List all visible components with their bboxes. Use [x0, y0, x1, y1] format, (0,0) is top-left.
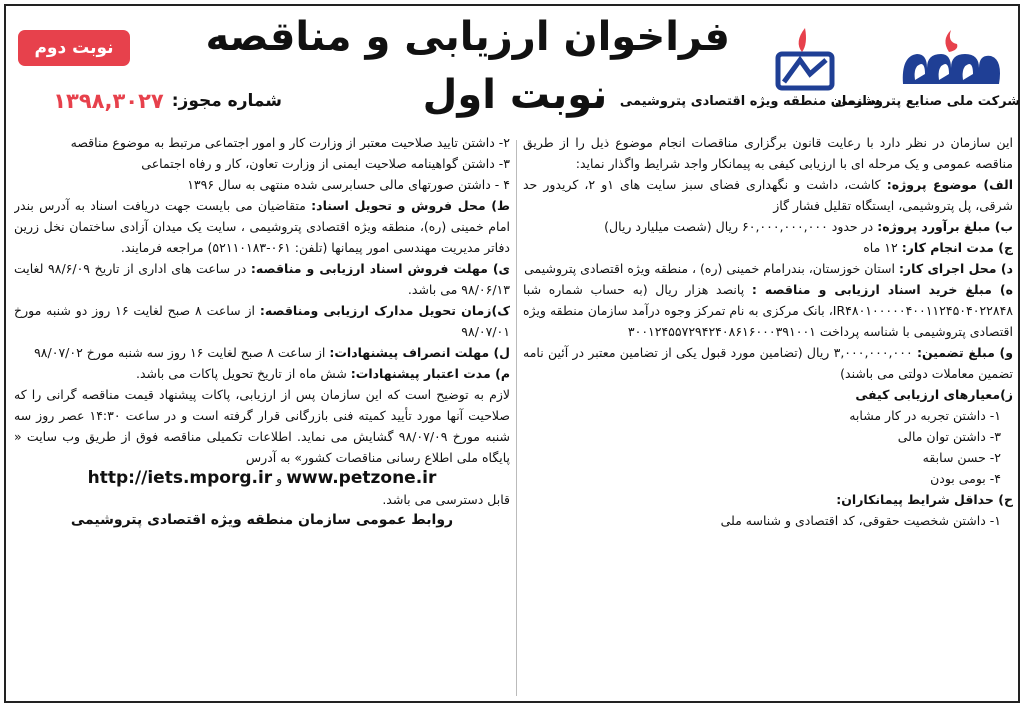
requirement-item: ۳- داشتن گواهینامه صلاحیت ایمنی از وزارت تعاون، کار و رفاه اجتماعی [141, 156, 510, 171]
criteria-item: ۱- داشتن تجربه در کار مشابه [849, 408, 1001, 423]
website-link-iets[interactable]: http://iets.mporg.ir [87, 468, 273, 488]
round-badge: نوبت دوم [18, 30, 130, 66]
subject-text: کاشت، داشت و نگهداری فضای سبز سایت های ۱و ۲، کریدور حد شرقی، پل پتروشیمی، ایستگاه تقلیل فشار گاز [523, 177, 1013, 213]
sale-place-label: ط) محل فروش و تحویل اسناد: [311, 198, 510, 213]
footer-public-relations: روابط عمومی سازمان منطقه ویژه اقتصادی پتروشیمی [70, 512, 454, 528]
criteria-item: ۲- حسن سابقه [922, 450, 1001, 465]
subject-label: الف) موضوع پروژه: [886, 177, 1013, 192]
estimate-text: در حدود ۶۰,۰۰۰,۰۰۰,۰۰۰ ریال (شصت میلیارد ریال) [604, 219, 874, 234]
right-column [523, 132, 1013, 700]
location-label: د) محل اجرای کار: [898, 261, 1013, 276]
validity-text: شش ماه از تاریخ تحویل پاکات می باشد. [135, 366, 347, 381]
permit-label: شماره مجوز: [171, 91, 282, 111]
access-text: قابل دسترسی می باشد. [382, 492, 510, 507]
page-subtitle: نوبت اول [422, 72, 608, 118]
intro-text: این سازمان در نظر دارد با رعایت قانون برگزاری مناقصات انجام موضوع ذیل را از طریق مناقصه عمومی و یک مرحله ای با ارزیابی کیفی به پیمانکار واجد شرایط واگذار نماید: [523, 135, 1013, 171]
nioc-logo-icon [895, 28, 1007, 92]
sale-place [14, 195, 510, 258]
nioc-logo-caption: شرکت ملی صنایع پتروشیمی [834, 94, 1020, 109]
duration-text: ۱۲ ماه [863, 240, 898, 255]
left-column [14, 132, 510, 700]
location-text: استان خوزستان، بندرامام خمینی (ره) ، منطقه ویژه اقتصادی پتروشیمی [524, 261, 895, 276]
withdraw-text: از ساعت ۸ صبح لغایت ۱۶ روز سه شنبه مورخ ۹۸/۰۷/۰۲ [34, 345, 326, 360]
url-joiner: و [272, 471, 287, 486]
criteria-item: ۳- داشتن توان مالی [897, 429, 1001, 444]
delivery-text: از ساعت ۸ صبح لغایت ۱۶ روز دو شنبه مورخ ۹۸/۰۷/۰۱ [14, 303, 510, 339]
sale-deadline [14, 258, 510, 300]
sale-deadline-text: در ساعت های اداری از تاریخ ۹۸/۶/۰۹ لغایت ۹۸/۰۶/۱۳ می باشد. [14, 261, 510, 297]
pez-logo-caption: سازمان منطقه ویژه اقتصادی پتروشیمی [619, 94, 880, 109]
criteria-heading: ز)معیارهای ارزیابی کیفی [855, 387, 1013, 402]
withdraw-label: ل) مهلت انصراف پیشنهادات: [329, 345, 510, 360]
duration-label: ج) مدت انجام کار: [901, 240, 1013, 255]
delivery-label: ک)زمان تحویل مدارک ارزیابی ومناقصه: [259, 303, 510, 318]
doc-price-label: ه) مبلغ خرید اسناد ارزیابی و مناقصه : [751, 282, 1013, 297]
guarantee-amount [523, 342, 1013, 384]
permit-number: ۱۳۹۸,۳۰۲۷ [53, 89, 164, 113]
withdraw-deadline [14, 342, 510, 363]
pez-logo-icon [770, 26, 840, 92]
requirement-item: ۱- داشتن شخصیت حقوقی، کد اقتصادی و شناسه ملی [720, 513, 1001, 528]
offer-validity [14, 363, 510, 384]
website-link-petzone[interactable]: www.petzone.ir [286, 468, 437, 488]
doc-price-text: پانصد هزار ریال (به حساب شماره شبا IR۴۸۰۱۰۰۰۰۰۴۰۰۱۱۲۴۵۰۴۰۲۲۸۴۸، بانک مرکزی به نام تمرکز وجوه درآمد سازمان منطقه ویژه اقتصادی پتروشیمی با شناسه پرداخت ۳۰۰۱۲۴۵۵۷۲۹۴۲۴۰۸۶۱۶۰۰۰۳۹۱۰۰۱ [523, 282, 1013, 339]
requirement-item: ۴ - داشتن صورتهای مالی حسابرسی شده منتهی به سال ۱۳۹۶ [187, 177, 510, 192]
column-divider [516, 140, 517, 696]
project-duration [523, 237, 1013, 258]
requirement-item: ۲- داشتن تایید صلاحیت معتبر از وزارت کار و امور اجتماعی مرتبط به موضوع مناقصه [70, 135, 510, 150]
project-subject [523, 174, 1013, 216]
document-price [523, 279, 1013, 342]
validity-label: م) مدت اعتبار پیشنهادات: [350, 366, 510, 381]
guarantee-text: ۳,۰۰۰,۰۰۰,۰۰۰ ریال (تضامین مورد قبول یکی از تضامین معتبر در آئین نامه تضمین معاملات دولتی می باشند) [523, 345, 1013, 381]
min-requirements-heading: ح) حداقل شرایط پیمانکاران: [836, 492, 1013, 507]
permit-number-block [22, 84, 282, 118]
project-estimate [523, 216, 1013, 237]
website-urls [14, 468, 510, 489]
delivery-time [14, 300, 510, 342]
estimate-label: ب) مبلغ برآورد پروژه: [877, 219, 1013, 234]
criteria-item: ۴- بومی بودن [930, 471, 1001, 486]
guarantee-label: و) مبلغ تضمین: [916, 345, 1013, 360]
project-location [523, 258, 1013, 279]
sale-deadline-label: ی) مهلت فروش اسناد ارزیابی و مناقصه: [250, 261, 510, 276]
note-paragraph: لازم به توضیح است که این سازمان پس از ارزیابی، پاکات پیشنهاد قیمت مناقصه گرانی را که صلاحیت آنها مورد تأیید کمیته فنی بازرگانی قرار گرفته است و در ساعت ۱۴:۳۰ عصر روز سه شنبه مورخ ۹۸/۰۷/۰۹ گشایش می نماید. اطلاعات تکمیلی مناقصه فوق از طریق وب سایت « پایگاه ملی اطلاع رسانی مناقصات کشور» به آدرس [14, 387, 510, 465]
sale-place-text: متقاضیان می بایست جهت دریافت اسناد به آدرس بندر امام خمینی (ره)، منطقه ویژه اقتصادی پتروشیمی ، سایت یک میدان آزادی ساختمان نخل زرین دفاتر مدیریت مهندسی امور پیمانها (تلفن: ۰۶۱-۵۲۱۱۰۱۸۳) مراجعه فرمایند. [14, 198, 510, 255]
page-title: فراخوان ارزیابی و مناقصه [205, 14, 730, 60]
